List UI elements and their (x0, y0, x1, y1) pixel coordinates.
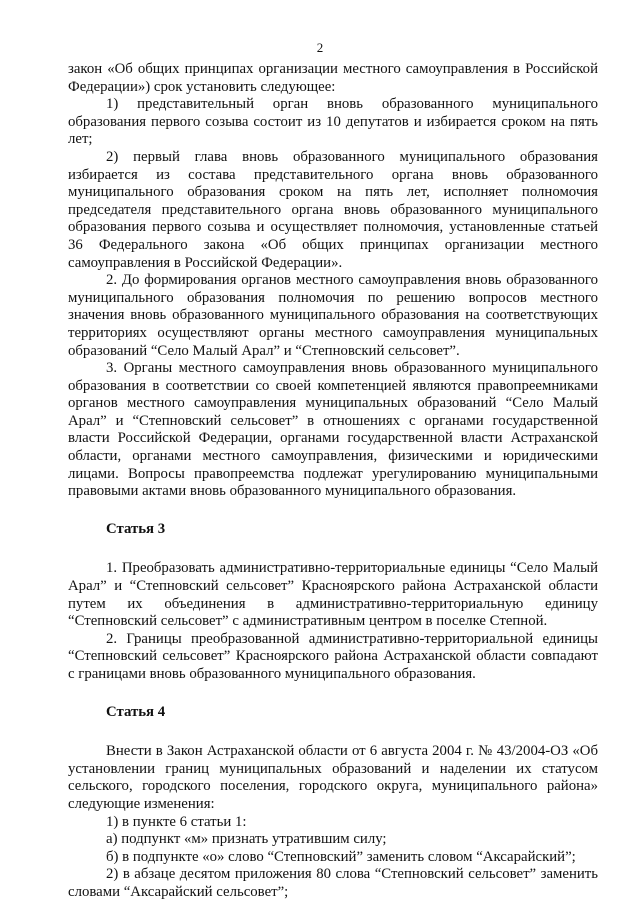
document-body (68, 61, 598, 902)
paragraph: 2. Границы преобразованной административно-территориальной единицы “Степновский сельсовет” Красноярского района Астраханской области совпадают с границами вновь образованного муниципального образования. (68, 630, 598, 682)
paragraph: 3. Органы местного самоуправления вновь образованного муниципального образования в соответствии со своей компетенцией являются правопреемниками органов местного самоуправления муниципальных образований “Село Малый Арал” и “Степновский сельсовет” в отношениях с органами государственной власти Российской Федерации, органами государственной власти Астраханской области, органами местного самоуправления, физическими и юридическими лицами. Вопросы правопреемства подлежат урегулированию муниципальными правовыми актами вновь образованного муниципального образования. (68, 360, 598, 500)
paragraph: 2. До формирования органов местного самоуправления вновь образованного муниципального образования полномочия по решению вопросов местного значения вновь образованного муниципального образования на соответствующих территориях осуществляют органы местного самоуправления муниципальных образований “Село Малый Арал” и “Степновский сельсовет”. (68, 272, 598, 359)
paragraph: б) в подпункте «о» слово “Степновский” заменить словом “Аксарайский”; (106, 848, 576, 865)
paragraph: 1) в пункте 6 статьи 1: (106, 813, 247, 830)
article-3-heading: Статья 3 (106, 520, 166, 537)
paragraph: закон «Об общих принципах организации местного самоуправления в Российской Федерации») срок установить следующее: (68, 61, 598, 95)
paragraph: 2) в абзаце десятом приложения 80 слова “Степновский сельсовет” заменить словами “Аксарайский сельсовет”; (68, 866, 598, 900)
paragraph: 2) первый глава вновь образованного муниципального образования избирается из состава представительного органа вновь образованного муниципального образования сроком на пять лет, исполняет полномочия председателя представительного органа вновь образованного муниципального образования первого созыва и осуществляет полномочия, установленные статьей 36 Федерального закона «Об общих принципах организации местного самоуправления в Российской Федерации». (68, 148, 598, 271)
page-number: 2 (316, 40, 324, 55)
article-4-heading: Статья 4 (106, 703, 166, 720)
paragraph: Внести в Закон Астраханской области от 6 августа 2004 г. № 43/2004-ОЗ «Об установлении границ муниципальных образований и наделении их статусом сельского, городского поселения, городского округа, муниципального района» следующие изменения: (68, 743, 598, 812)
paragraph: а) подпункт «м» признать утратившим силу; (106, 831, 387, 848)
paragraph: 1. Преобразовать административно-территориальные единицы “Село Малый Арал” и “Степновский сельсовет” Красноярского района Астраханской области путем их объединения в административно-территориальную единицу “Степновский сельсовет” с административным центром в поселке Степной. (68, 560, 598, 630)
paragraph: 1) представительный орган вновь образованного муниципального образования первого созыва состоит из 10 депутатов и избирается сроком на пять лет; (68, 96, 598, 148)
